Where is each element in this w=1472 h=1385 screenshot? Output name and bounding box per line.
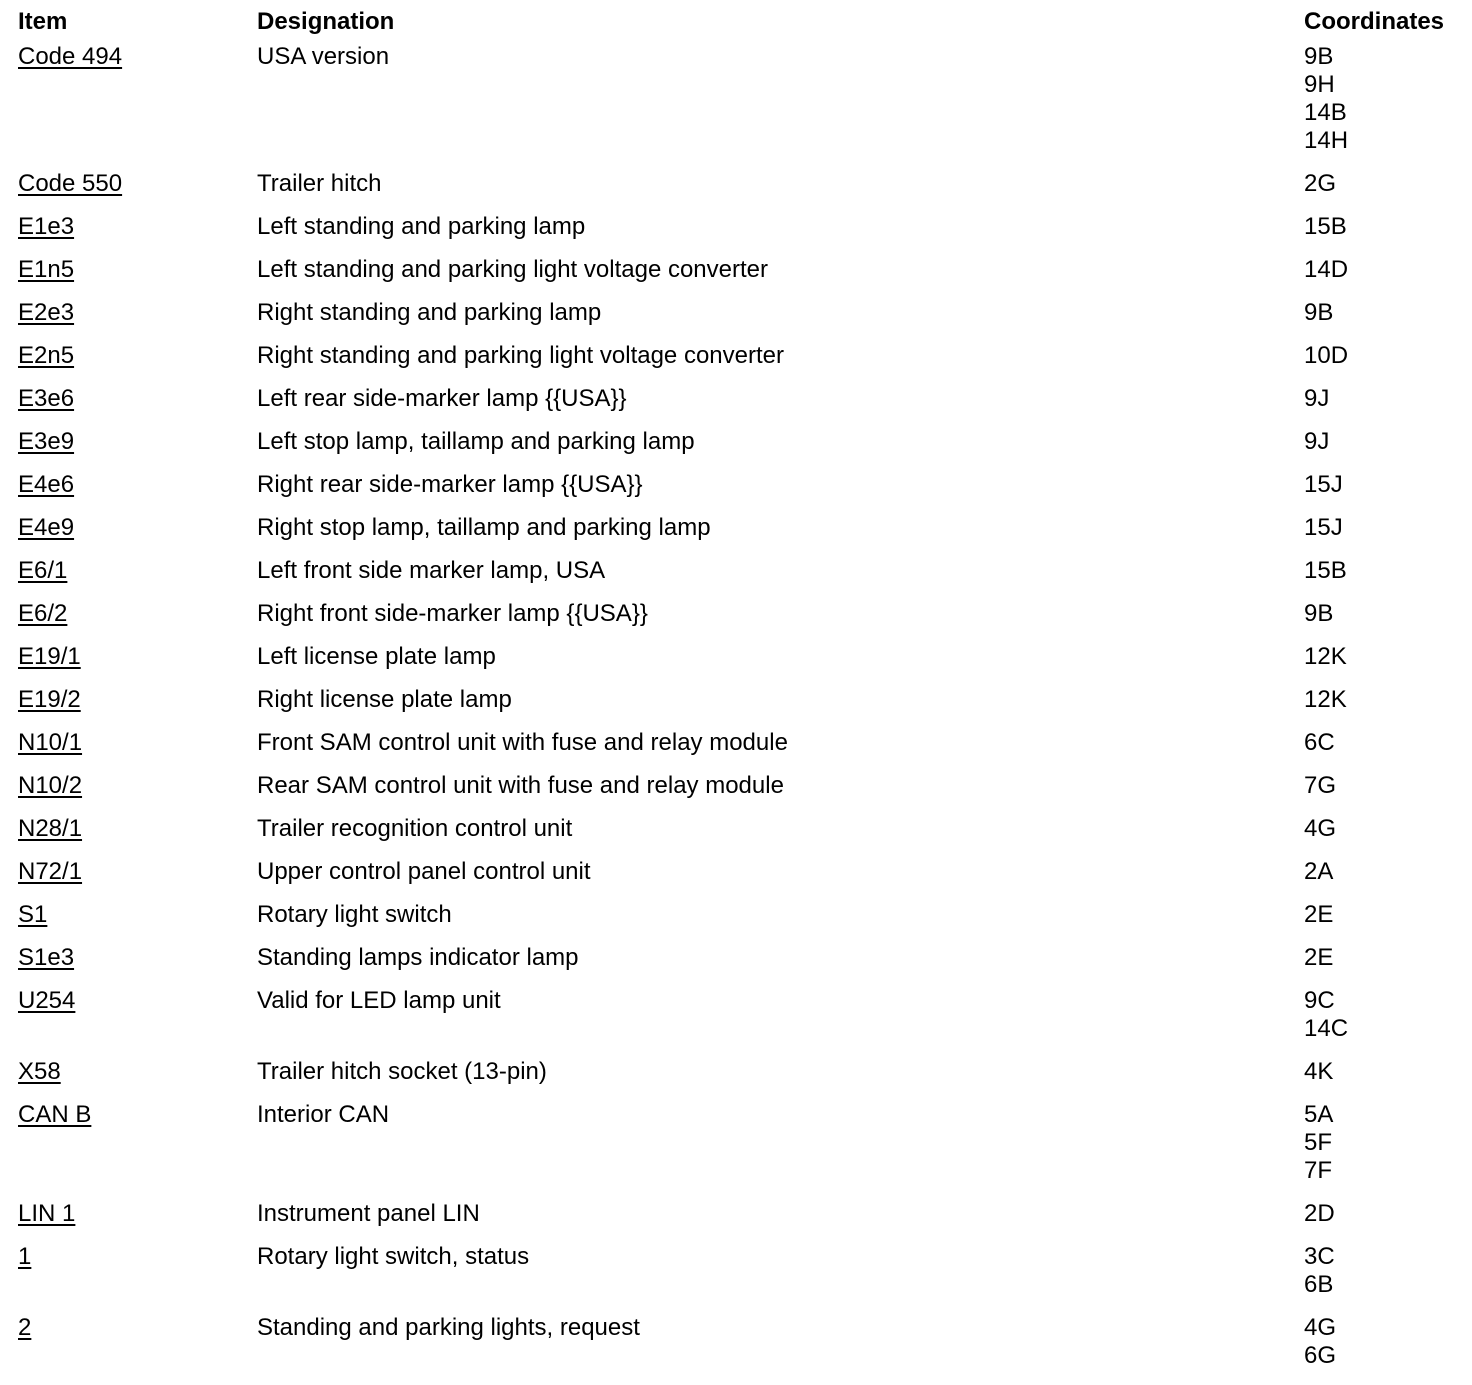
coordinate-value: 7F bbox=[1304, 1157, 1333, 1184]
coordinate-value: 2D bbox=[1304, 1200, 1335, 1227]
coordinates-cell bbox=[1304, 385, 1329, 413]
coordinate-value: 12K bbox=[1304, 643, 1347, 670]
coordinate-value: 9B bbox=[1304, 299, 1334, 326]
coordinates-cell bbox=[1304, 342, 1348, 370]
designation-text: Trailer hitch socket (13-pin) bbox=[257, 1058, 547, 1085]
coordinates-cell bbox=[1304, 43, 1348, 155]
coordinate-value: 15J bbox=[1304, 471, 1343, 498]
designation-text: Rotary light switch, status bbox=[257, 1243, 530, 1270]
coordinate-value: 15J bbox=[1304, 514, 1343, 541]
coordinates-cell bbox=[1304, 815, 1336, 843]
designation-text: Right standing and parking lamp bbox=[257, 299, 602, 326]
designation-text: Left standing and parking light voltage converter bbox=[257, 256, 768, 283]
designation-text: Standing and parking lights, request bbox=[257, 1314, 640, 1341]
table-row bbox=[0, 170, 1472, 213]
item-link[interactable]: CAN B bbox=[18, 1101, 92, 1128]
designation-text: Trailer recognition control unit bbox=[257, 815, 573, 842]
designation-text: Rear SAM control unit with fuse and relay module bbox=[257, 772, 784, 799]
table-row bbox=[0, 729, 1472, 772]
coordinate-value: 9B bbox=[1304, 43, 1334, 70]
coordinates-cell bbox=[1304, 170, 1336, 198]
coordinates-cell bbox=[1304, 1101, 1333, 1185]
item-link[interactable]: LIN 1 bbox=[18, 1200, 76, 1227]
coordinates-cell bbox=[1304, 987, 1348, 1043]
designation-text: Front SAM control unit with fuse and relay module bbox=[257, 729, 788, 756]
table-body bbox=[0, 43, 1472, 1385]
item-link[interactable]: U254 bbox=[18, 987, 76, 1014]
coordinates-cell bbox=[1304, 557, 1347, 585]
designation-text: Right standing and parking light voltage converter bbox=[257, 342, 784, 369]
coordinate-value: 14H bbox=[1304, 127, 1349, 154]
coordinates-cell bbox=[1304, 1200, 1335, 1228]
table-row bbox=[0, 901, 1472, 944]
coordinate-value: 2G bbox=[1304, 170, 1337, 197]
coordinate-value: 12K bbox=[1304, 686, 1347, 713]
designation-text: Upper control panel control unit bbox=[257, 858, 591, 885]
designation-text: Valid for LED lamp unit bbox=[257, 987, 501, 1014]
coordinates-cell bbox=[1304, 1314, 1336, 1370]
coordinate-value: 15B bbox=[1304, 213, 1347, 240]
coordinates-cell bbox=[1304, 514, 1343, 542]
table-row bbox=[0, 1243, 1472, 1314]
coordinates-cell bbox=[1304, 213, 1347, 241]
coordinates-cell bbox=[1304, 299, 1333, 327]
coordinate-value: 2A bbox=[1304, 858, 1334, 885]
table-row bbox=[0, 600, 1472, 643]
item-link[interactable]: N28/1 bbox=[18, 815, 83, 842]
designation-text: USA version bbox=[257, 43, 390, 70]
designation-text: Left license plate lamp bbox=[257, 643, 496, 670]
item-link[interactable]: N72/1 bbox=[18, 858, 83, 885]
coordinates-cell bbox=[1304, 772, 1336, 800]
coordinate-value: 4G bbox=[1304, 815, 1337, 842]
header-designation: Designation bbox=[257, 8, 395, 35]
coordinates-cell bbox=[1304, 471, 1343, 499]
header-row bbox=[0, 8, 1472, 43]
table-row bbox=[0, 944, 1472, 987]
coordinate-value: 2E bbox=[1304, 944, 1334, 971]
item-link[interactable]: E3e9 bbox=[18, 428, 75, 455]
coordinate-value: 14B bbox=[1304, 99, 1347, 126]
coordinate-value: 14C bbox=[1304, 1015, 1349, 1042]
coordinate-value: 9B bbox=[1304, 600, 1334, 627]
coordinate-value: 9H bbox=[1304, 71, 1335, 98]
coordinate-value: 6G bbox=[1304, 1342, 1337, 1369]
table-row bbox=[0, 643, 1472, 686]
designation-text: Right front side-marker lamp {{USA}} bbox=[257, 600, 648, 627]
table-row bbox=[0, 299, 1472, 342]
coordinate-value: 5A bbox=[1304, 1101, 1334, 1128]
coordinate-value: 7G bbox=[1304, 772, 1337, 799]
coordinate-value: 5F bbox=[1304, 1129, 1333, 1156]
designation-text: Right rear side-marker lamp {{USA}} bbox=[257, 471, 643, 498]
item-link[interactable]: 1 bbox=[18, 1243, 32, 1270]
designation-text: Interior CAN bbox=[257, 1101, 390, 1128]
designation-text: Trailer hitch bbox=[257, 170, 382, 197]
item-link[interactable]: E4e6 bbox=[18, 471, 75, 498]
coordinate-value: 2E bbox=[1304, 901, 1334, 928]
table-row bbox=[0, 471, 1472, 514]
coordinates-cell bbox=[1304, 600, 1333, 628]
item-link[interactable]: N10/2 bbox=[18, 772, 83, 799]
item-link[interactable]: E1e3 bbox=[18, 213, 75, 240]
coordinate-value: 3C bbox=[1304, 1243, 1335, 1270]
designation-text: Left standing and parking lamp bbox=[257, 213, 586, 240]
item-link[interactable]: E19/1 bbox=[18, 643, 81, 670]
designation-text: Right stop lamp, taillamp and parking lamp bbox=[257, 514, 711, 541]
coordinate-value: 9J bbox=[1304, 385, 1330, 412]
item-link[interactable]: E2n5 bbox=[18, 342, 75, 369]
table-row bbox=[0, 256, 1472, 299]
coordinate-value: 14D bbox=[1304, 256, 1349, 283]
table-row bbox=[0, 815, 1472, 858]
coordinates-cell bbox=[1304, 428, 1329, 456]
coordinate-value: 6C bbox=[1304, 729, 1335, 756]
table-row bbox=[0, 213, 1472, 256]
designation-text: Left stop lamp, taillamp and parking lamp bbox=[257, 428, 695, 455]
table-row bbox=[0, 342, 1472, 385]
coordinate-value: 9C bbox=[1304, 987, 1335, 1014]
coordinates-cell bbox=[1304, 686, 1347, 714]
coordinate-value: 6B bbox=[1304, 1271, 1334, 1298]
item-link[interactable]: E2e3 bbox=[18, 299, 75, 326]
table-row bbox=[0, 557, 1472, 600]
header-item: Item bbox=[18, 8, 68, 35]
coordinates-cell bbox=[1304, 901, 1333, 929]
table-row bbox=[0, 43, 1472, 170]
item-link[interactable]: E1n5 bbox=[18, 256, 75, 283]
coordinates-cell bbox=[1304, 1058, 1333, 1086]
table-row bbox=[0, 428, 1472, 471]
item-link[interactable]: E6/2 bbox=[18, 600, 68, 627]
coordinate-value: 10D bbox=[1304, 342, 1349, 369]
item-link[interactable]: S1e3 bbox=[18, 944, 75, 971]
coordinate-value: 4K bbox=[1304, 1058, 1334, 1085]
table-row bbox=[0, 772, 1472, 815]
item-link[interactable]: E6/1 bbox=[18, 557, 68, 584]
coordinates-cell bbox=[1304, 944, 1333, 972]
item-link[interactable]: N10/1 bbox=[18, 729, 83, 756]
table-row bbox=[0, 1314, 1472, 1385]
table-row bbox=[0, 686, 1472, 729]
designation-text: Right license plate lamp bbox=[257, 686, 512, 713]
coordinate-value: 9J bbox=[1304, 428, 1330, 455]
coordinates-cell bbox=[1304, 256, 1348, 284]
coordinate-value: 15B bbox=[1304, 557, 1347, 584]
coordinates-cell bbox=[1304, 1243, 1335, 1299]
coordinates-cell bbox=[1304, 858, 1333, 886]
table-row bbox=[0, 385, 1472, 428]
item-link[interactable]: E4e9 bbox=[18, 514, 75, 541]
designation-text: Left front side marker lamp, USA bbox=[257, 557, 606, 584]
coordinate-value: 4G bbox=[1304, 1314, 1337, 1341]
item-link[interactable]: S1 bbox=[18, 901, 48, 928]
table-row bbox=[0, 1101, 1472, 1200]
designation-text: Standing lamps indicator lamp bbox=[257, 944, 579, 971]
table-row bbox=[0, 858, 1472, 901]
table-row bbox=[0, 987, 1472, 1058]
table-row bbox=[0, 514, 1472, 557]
item-link[interactable]: E3e6 bbox=[18, 385, 75, 412]
designation-text: Rotary light switch bbox=[257, 901, 452, 928]
designation-text: Instrument panel LIN bbox=[257, 1200, 480, 1227]
coordinates-cell bbox=[1304, 729, 1335, 757]
item-link[interactable]: E19/2 bbox=[18, 686, 81, 713]
header-coordinates: Coordinates bbox=[1304, 8, 1445, 35]
item-link[interactable]: Code 494 bbox=[18, 43, 123, 70]
table-row bbox=[0, 1058, 1472, 1101]
item-link[interactable]: Code 550 bbox=[18, 170, 123, 197]
item-link[interactable]: 2 bbox=[18, 1314, 32, 1341]
item-link[interactable]: X58 bbox=[18, 1058, 61, 1085]
table-row bbox=[0, 1200, 1472, 1243]
designation-text: Left rear side-marker lamp {{USA}} bbox=[257, 385, 627, 412]
coordinates-cell bbox=[1304, 643, 1347, 671]
